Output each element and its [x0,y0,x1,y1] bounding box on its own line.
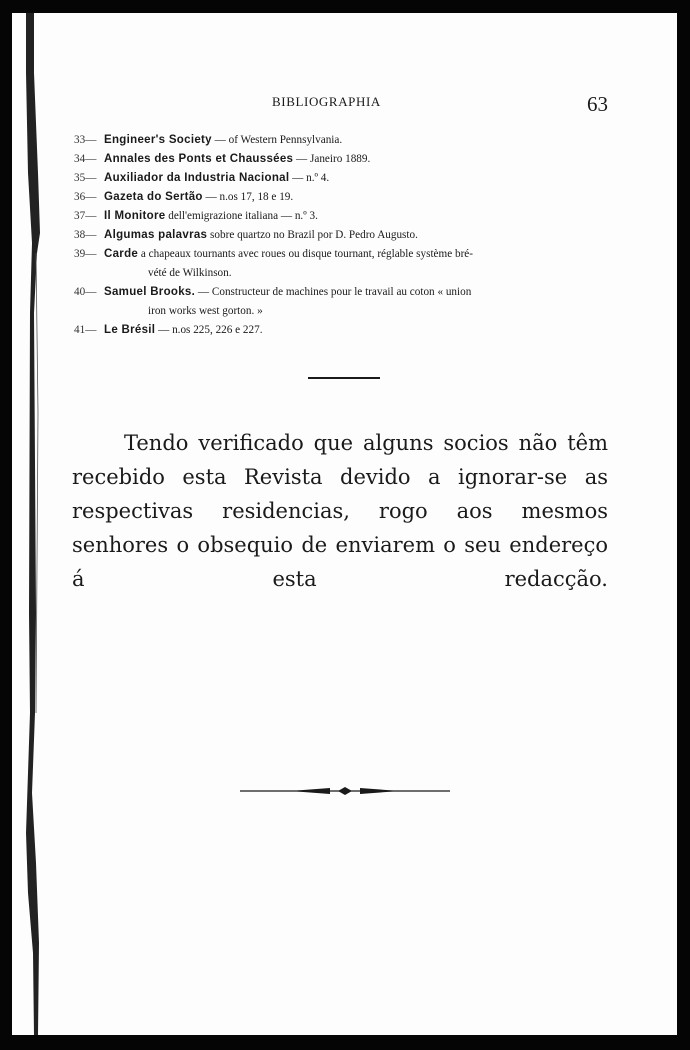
list-item: 33— Engineer's Society — of Western Pennsylvania. [74,134,343,146]
page-number: 63 [587,92,608,116]
list-item: 34— Annales des Ponts et Chaussées — Janeiro 1889. [74,153,371,165]
bibliography-list [74,131,614,340]
notice-text: Tendo verificado que alguns socios não têm recebido esta Revista devido a ignorar-se as respectivas residencias, rogo aos mesmos senhores o obsequio de enviarem o seu endereço á esta redacção. [72,431,608,591]
list-item: 41— Le Brésil — n.os 225, 226 e 227. [74,324,263,336]
list-item: 38— Algumas palavras sobre quartzo no Brazil por D. Pedro Augusto. [74,229,418,241]
notice-paragraph [72,426,608,596]
ornament-rule-icon [240,784,450,798]
section-divider [308,377,380,379]
list-item: 40— Samuel Brooks. — Constructeur de machines pour le travail au coton « union [74,286,472,298]
list-item-continuation: iron works west gorton. » [148,305,263,317]
running-header: BIBLIOGRAPHIA [272,94,381,109]
binding-shadow-icon [24,13,46,1035]
list-item-continuation: vété de Wilkinson. [148,267,232,279]
list-item: 35— Auxiliador da Industria Nacional — n.º 4. [74,172,330,184]
list-item: 37— Il Monitore dell'emigrazione italiana — n.º 3. [74,210,318,222]
list-item: 39— Carde a chapeaux tournants avec roues ou disque tournant, réglable système bré- [74,248,473,260]
list-item: 36— Gazeta do Sertão — n.os 17, 18 e 19. [74,191,294,203]
